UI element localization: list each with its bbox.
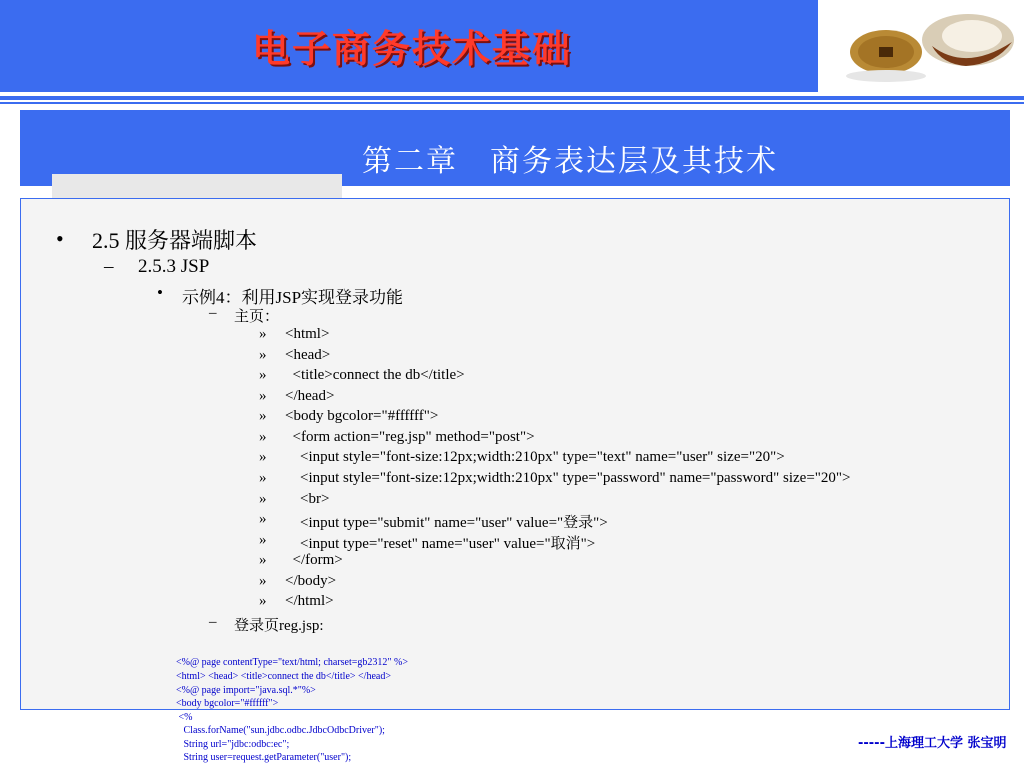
code-bullet: »: [259, 449, 267, 465]
code-line: <input style="font-size:12px;width:210px" type="text" name="user" size="20">: [285, 449, 785, 465]
code-line: <form action="reg.jsp" method="post">: [285, 429, 535, 445]
code-line: <input type="submit" name="user" value="登录">: [285, 515, 608, 531]
reg-code-line: <body bgcolor="#ffffff">: [176, 698, 279, 709]
code-bullet: »: [259, 388, 267, 404]
coin-logo: [846, 6, 1016, 86]
code-line: </body>: [285, 573, 337, 589]
code-bullet: »: [259, 470, 267, 486]
code-line: <title>connect the db</title>: [285, 367, 465, 383]
code-bullet: »: [259, 511, 267, 527]
code-line: <head>: [285, 347, 331, 363]
code-line: <input style="font-size:12px;width:210px" type="password" name="password" size="20">: [285, 470, 851, 486]
reg-page-label: 登录页reg.jsp:: [234, 618, 324, 634]
tab-strip: [52, 174, 342, 200]
code-bullet: »: [259, 429, 267, 445]
bullet: •: [157, 283, 163, 302]
reg-code-line: <html> <head> <title>connect the db</title> </head>: [176, 671, 391, 682]
code-line: </form>: [285, 552, 343, 568]
main-page-label: 主页：: [234, 309, 280, 325]
divider-line: [0, 96, 1024, 100]
course-title: 电子商务技术基础: [252, 27, 573, 71]
dash: –: [104, 256, 114, 277]
code-bullet: »: [259, 552, 267, 568]
code-bullet: »: [259, 326, 267, 342]
reg-code-line: <%@ page import="java.sql.*"%>: [176, 685, 316, 696]
section-heading: 2.5 服务器端脚本: [92, 228, 258, 253]
code-bullet: »: [259, 408, 267, 424]
subsection-heading: 2.5.3 JSP: [138, 256, 210, 277]
reg-code-line: Class.forName("sun.jdbc.odbc.JdbcOdbcDriver");: [176, 725, 385, 736]
code-bullet: »: [259, 347, 267, 363]
code-line: <br>: [285, 491, 330, 507]
code-line: </html>: [285, 593, 334, 609]
dash: –: [209, 614, 217, 630]
bullet: •: [56, 226, 64, 251]
divider-line: [0, 102, 1024, 104]
author-credit: -----上海理工大学 张宝明: [858, 736, 1007, 751]
reg-code-line: String url="jdbc:odbc:ec";: [176, 739, 290, 750]
code-bullet: »: [259, 593, 267, 609]
reg-code-line: <%: [176, 712, 193, 723]
reg-code-line: String user=request.getParameter("user");: [176, 752, 352, 763]
code-line: <input type="reset" name="user" value="取消">: [285, 536, 596, 552]
example-title: 示例4：利用JSP实现登录功能: [182, 288, 404, 307]
code-bullet: »: [259, 532, 267, 548]
code-bullet: »: [259, 573, 267, 589]
code-bullet: »: [259, 491, 267, 507]
code-line: <body bgcolor="#ffffff">: [285, 408, 439, 424]
code-line: </head>: [285, 388, 335, 404]
dash: –: [209, 305, 217, 321]
chapter-title: 第二章 商务表达层及其技术: [362, 144, 778, 179]
code-line: <html>: [285, 326, 330, 342]
code-bullet: »: [259, 367, 267, 383]
reg-code-line: <%@ page contentType="text/html; charset=gb2312" %>: [176, 657, 408, 668]
